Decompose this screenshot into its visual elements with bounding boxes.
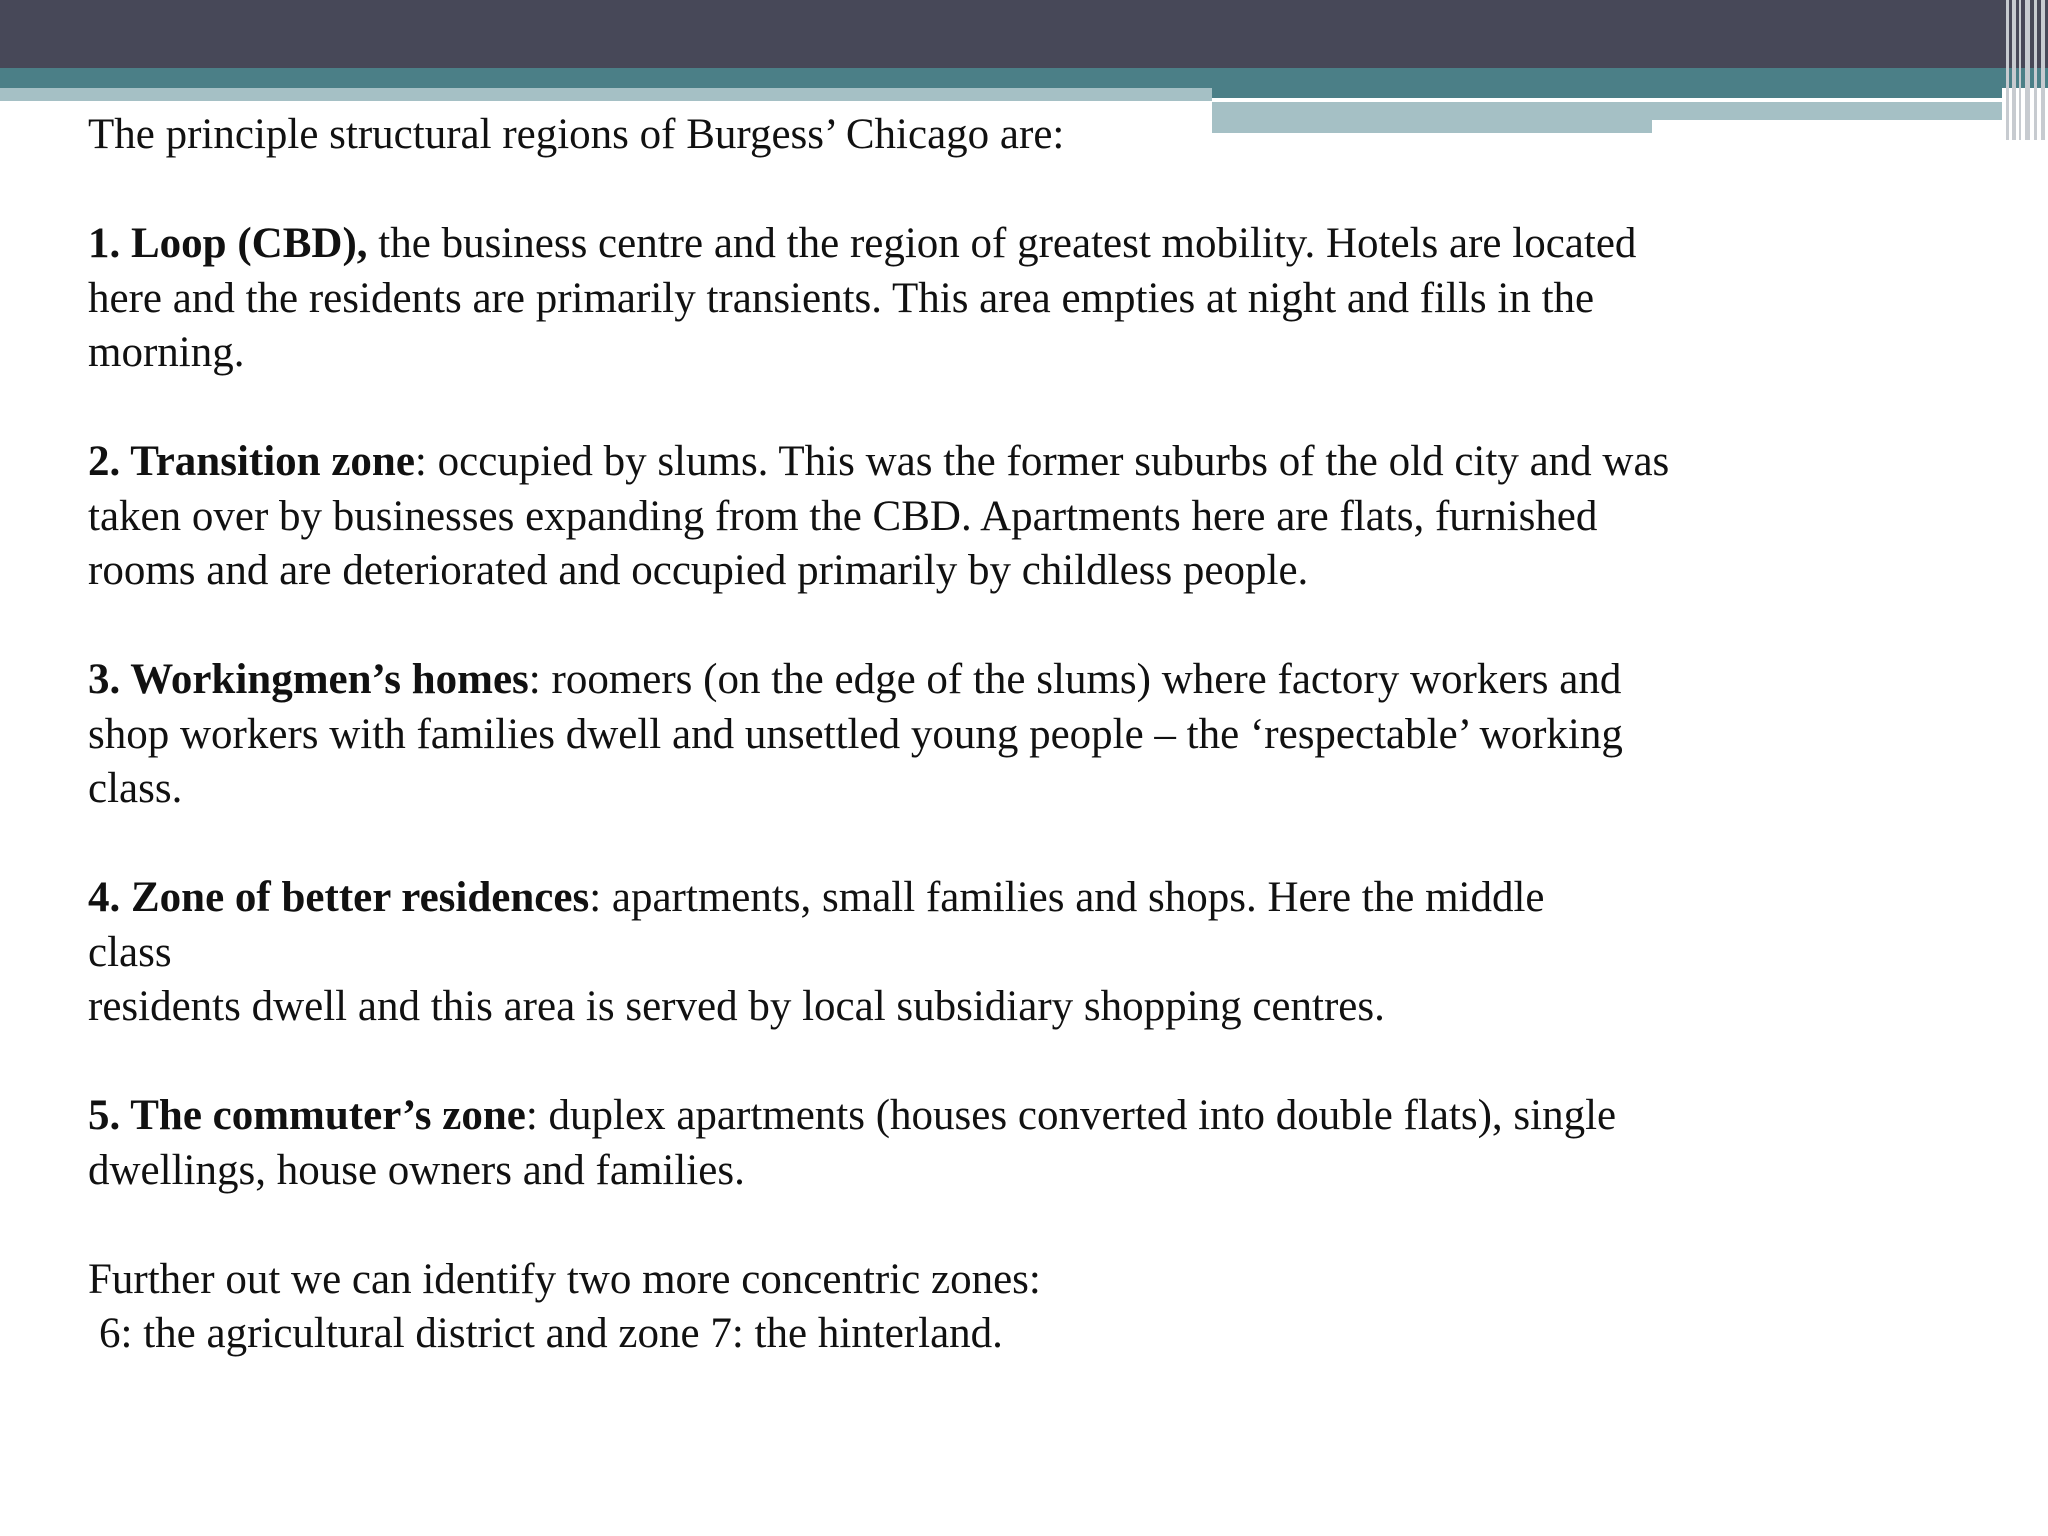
zone-1-line-2: here and the residents are primarily transients. This area empties at night and fills in the bbox=[88, 274, 1595, 322]
header-bar-teal bbox=[0, 68, 2048, 88]
zone-1-line-3: morning. bbox=[88, 329, 245, 376]
zone-5-text: : duplex apartments (houses converted into double flats), single bbox=[525, 1092, 1617, 1139]
zone-4-title: 4. Zone of better residences bbox=[88, 874, 590, 921]
zone-1 bbox=[88, 217, 1988, 272]
zone-2-line-3: rooms and are deteriorated and occupied primarily by childless people. bbox=[88, 547, 1309, 594]
zone-1-title: 1. Loop (CBD), bbox=[88, 220, 368, 267]
zone-4-line-3: residents dwell and this area is served by local subsidiary shopping centres. bbox=[88, 983, 1385, 1030]
header-bar-dark bbox=[0, 0, 2048, 68]
slide-body bbox=[88, 108, 1988, 1362]
zone-5-title: 5. The commuter’s zone bbox=[88, 1092, 526, 1139]
zone-4 bbox=[88, 871, 1988, 926]
zone-3-text: : roomers (on the edge of the slums) where factory workers and bbox=[528, 656, 1622, 703]
further-zones-line-1: Further out we can identify two more concentric zones: bbox=[88, 1255, 1041, 1303]
zone-2-title: 2. Transition zone bbox=[88, 438, 415, 485]
zone-1-text: the business centre and the region of greatest mobility. Hotels are located bbox=[367, 220, 1637, 267]
zone-5-line-2: dwellings, house owners and families. bbox=[88, 1146, 745, 1194]
zone-2-line-2: taken over by businesses expanding from the CBD. Apartments here are flats, furnished bbox=[88, 492, 1598, 540]
zone-4-text: : apartments, small families and shops. Here the middle bbox=[589, 874, 1545, 921]
header-bar-teal-light-left bbox=[0, 88, 1212, 101]
zone-3 bbox=[88, 653, 1988, 708]
zone-4-line-2: class bbox=[88, 928, 172, 976]
intro-line: The principle structural regions of Burgess’ Chicago are: bbox=[88, 111, 1065, 158]
zone-2-text: : occupied by slums. This was the former suburbs of the old city and was bbox=[414, 438, 1670, 485]
header-bar-teal-right bbox=[1212, 88, 2002, 98]
further-zones-line-2: 6: the agricultural district and zone 7: the hinterland. bbox=[99, 1310, 1003, 1357]
zone-5 bbox=[88, 1089, 1988, 1144]
zone-3-title: 3. Workingmen’s homes bbox=[88, 656, 529, 703]
zone-2 bbox=[88, 435, 1988, 490]
header-vertical-stripes bbox=[2002, 0, 2048, 140]
zone-3-line-3: class. bbox=[88, 765, 183, 812]
zone-3-line-2: shop workers with families dwell and unsettled young people – the ‘respectable’ working bbox=[88, 710, 1623, 758]
